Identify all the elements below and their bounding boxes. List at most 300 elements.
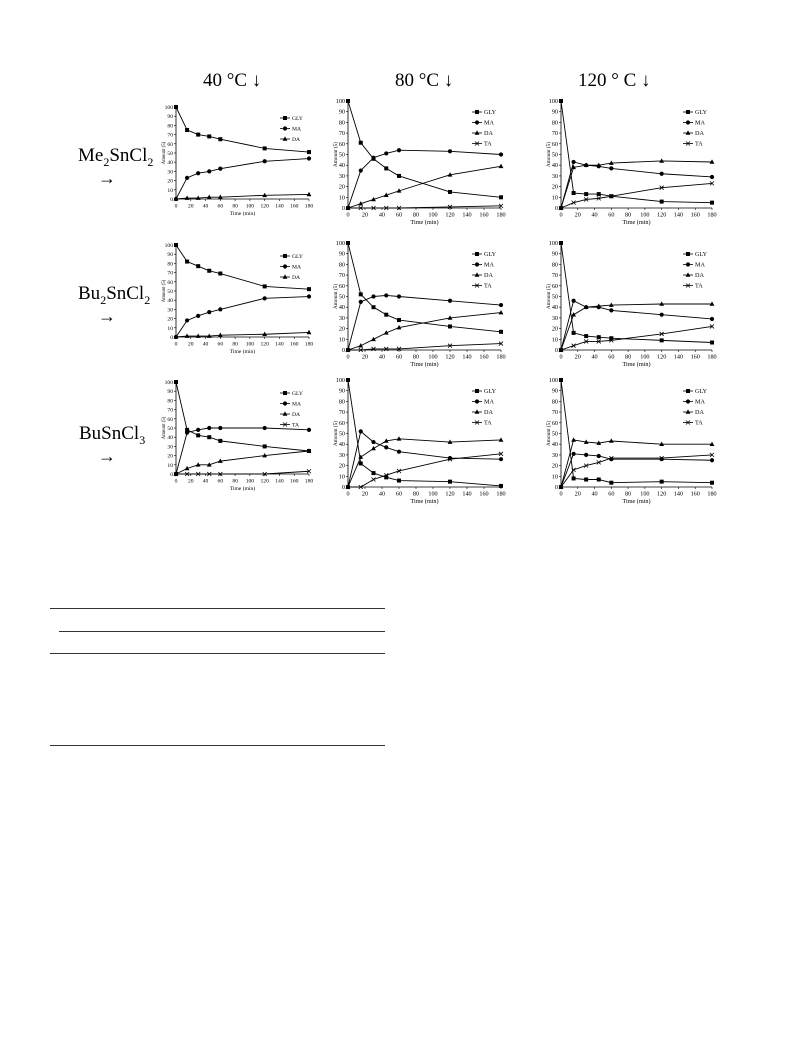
x-axis-label: Time (min) <box>410 498 439 505</box>
legend-marker <box>686 399 690 403</box>
legend-marker <box>686 272 691 276</box>
data-point-ma <box>499 303 503 307</box>
x-tick-label: 60 <box>608 353 615 361</box>
series-line-ma <box>176 297 309 337</box>
data-point-gly <box>346 241 350 245</box>
y-tick-label: 50 <box>338 151 345 159</box>
data-point-ma <box>384 293 388 297</box>
x-axis-label: Time (min) <box>622 498 651 505</box>
y-tick-label: 70 <box>551 130 558 138</box>
series-ta <box>559 453 714 489</box>
data-point-ma <box>359 168 363 172</box>
x-tick-label: 80 <box>625 211 632 219</box>
x-axis-label: Time (min) <box>622 219 651 226</box>
row-label-busncl3: BuSnCl$_3$ <box>79 423 146 447</box>
data-point-ma <box>571 160 575 164</box>
x-tick-label: 100 <box>428 490 438 498</box>
x-tick-label: 20 <box>361 211 369 219</box>
legend-marker <box>283 254 287 258</box>
x-tick-label: 180 <box>304 203 314 210</box>
series-line-gly <box>176 107 309 152</box>
data-point-gly <box>584 334 588 338</box>
data-point-da <box>307 330 312 334</box>
x-tick-label: 180 <box>496 353 506 361</box>
y-tick-label: 40 <box>167 435 173 442</box>
data-point-gly <box>499 195 503 199</box>
data-point-gly <box>372 471 376 475</box>
series-gly <box>559 241 714 345</box>
x-tick-label: 80 <box>232 478 238 485</box>
x-tick-label: 180 <box>496 490 506 498</box>
data-point-da <box>571 312 576 316</box>
series-line-ma <box>176 159 309 199</box>
data-point-ma <box>710 317 714 321</box>
x-tick-label: 180 <box>707 490 717 498</box>
data-point-gly <box>660 480 664 484</box>
y-tick-label: 50 <box>167 426 173 432</box>
x-tick-label: 100 <box>428 353 438 361</box>
data-point-ma <box>710 458 714 462</box>
x-tick-label: 80 <box>412 353 420 361</box>
series-ta <box>559 181 714 210</box>
x-tick-label: 140 <box>275 478 284 485</box>
x-tick-label: 80 <box>412 211 420 219</box>
y-tick-label: 10 <box>167 187 173 194</box>
x-tick-label: 160 <box>290 478 299 485</box>
series-ma <box>346 429 503 489</box>
x-axis-label: Time (min) <box>410 361 439 368</box>
x-tick-label: 80 <box>232 203 238 210</box>
x-tick-label: 0 <box>346 211 350 219</box>
x-tick-label: 160 <box>479 353 489 361</box>
x-tick-label: 20 <box>361 490 369 498</box>
data-point-gly <box>660 338 664 342</box>
legend-label: DA <box>695 130 704 137</box>
legend-marker <box>283 411 288 415</box>
data-point-gly <box>448 324 452 328</box>
chart-bu2sncl2-80c <box>335 238 515 373</box>
x-tick-label: 20 <box>187 478 194 485</box>
data-point-ma <box>263 296 267 300</box>
y-tick-label: 40 <box>338 304 345 312</box>
data-point-ma <box>307 156 311 160</box>
legend-label: TA <box>484 140 492 148</box>
chart-me2sncl2-120c <box>548 96 726 231</box>
series-line-da <box>176 451 309 474</box>
legend-label: GLY <box>484 251 497 258</box>
data-point-ma <box>185 176 189 180</box>
data-point-gly <box>597 478 601 482</box>
y-tick-label: 0 <box>341 205 345 212</box>
x-tick-label: 100 <box>640 211 650 219</box>
x-tick-label: 40 <box>591 490 598 498</box>
data-point-ma <box>359 300 363 304</box>
data-point-gly <box>559 99 563 103</box>
legend-label: GLY <box>484 388 497 395</box>
data-point-da <box>397 436 402 440</box>
legend-label: GLY <box>292 254 303 260</box>
legend-label: MA <box>484 398 494 406</box>
x-axis-label: Time (min) <box>410 219 439 226</box>
x-tick-label: 20 <box>574 353 581 361</box>
y-tick-label: 70 <box>167 270 173 277</box>
y-tick-label: 30 <box>338 314 345 322</box>
data-point-gly <box>597 192 601 196</box>
series-gly <box>174 243 311 291</box>
data-point-gly <box>263 146 267 150</box>
data-point-gly <box>572 476 576 480</box>
y-axis-label: Amount (5) <box>546 283 552 310</box>
data-point-gly <box>218 137 222 141</box>
x-tick-label: 0 <box>174 341 178 348</box>
series-line-da <box>561 304 712 350</box>
y-axis-label: Amount (5) <box>333 420 339 447</box>
x-axis-label: Time (min) <box>229 486 256 492</box>
data-point-ma <box>207 426 211 430</box>
series-line-gly <box>176 245 309 289</box>
series-da <box>559 301 715 351</box>
series-line-da <box>561 440 712 487</box>
y-tick-label: 100 <box>164 243 173 249</box>
y-tick-label: 70 <box>338 272 345 280</box>
legend-label: GLY <box>484 109 497 116</box>
chart-bu2sncl2-120c <box>548 238 726 373</box>
data-point-ma <box>660 172 664 176</box>
x-tick-label: 20 <box>187 203 194 210</box>
series-line-da <box>348 166 501 208</box>
y-tick-label: 70 <box>167 132 173 139</box>
x-tick-label: 100 <box>245 341 255 348</box>
data-point-gly <box>207 134 211 138</box>
y-tick-label: 40 <box>551 304 558 312</box>
y-tick-label: 20 <box>167 453 173 460</box>
y-tick-label: 60 <box>338 282 345 290</box>
y-axis-label: Amount (5) <box>546 420 552 447</box>
x-tick-label: 140 <box>462 490 472 498</box>
data-point-gly <box>196 264 200 268</box>
data-point-gly <box>499 484 503 488</box>
data-point-gly <box>174 380 178 384</box>
data-point-ma <box>185 431 189 435</box>
chart-busncl3-40c <box>163 377 323 497</box>
x-tick-label: 100 <box>640 490 650 498</box>
y-tick-label: 80 <box>167 398 173 405</box>
x-tick-label: 60 <box>217 341 224 348</box>
legend-label: TA <box>484 282 492 290</box>
x-tick-label: 100 <box>640 353 650 361</box>
y-tick-label: 20 <box>338 325 345 333</box>
y-tick-label: 100 <box>548 98 558 105</box>
y-tick-label: 0 <box>554 347 558 354</box>
y-tick-label: 80 <box>551 119 558 127</box>
x-axis-label: Time (min) <box>622 361 651 368</box>
data-point-da <box>609 438 614 442</box>
y-tick-label: 20 <box>338 462 345 470</box>
legend-label: GLY <box>292 116 303 122</box>
series-gly <box>174 105 311 154</box>
data-point-ma <box>660 313 664 317</box>
y-tick-label: 80 <box>551 261 558 269</box>
y-tick-label: 20 <box>167 178 173 185</box>
x-tick-label: 60 <box>608 490 615 498</box>
series-line-gly <box>348 380 501 486</box>
y-tick-label: 80 <box>551 398 558 406</box>
y-tick-label: 60 <box>167 279 173 286</box>
y-tick-label: 90 <box>167 114 173 121</box>
y-tick-label: 30 <box>338 451 345 459</box>
data-point-gly <box>346 378 350 382</box>
y-tick-label: 100 <box>548 377 558 384</box>
series-line-ta <box>561 326 712 350</box>
y-tick-label: 50 <box>167 151 173 157</box>
data-point-gly <box>499 330 503 334</box>
y-axis-label: Amount (5) <box>333 141 339 168</box>
data-point-gly <box>346 99 350 103</box>
data-point-gly <box>660 200 664 204</box>
series-da <box>174 448 312 475</box>
data-point-ma <box>371 440 375 444</box>
row-label-bu2sncl2: $Bu_2SnCl_2$ <box>78 283 151 307</box>
legend-label: DA <box>292 412 301 418</box>
data-point-gly <box>584 192 588 196</box>
row-arrow-2: → <box>98 306 116 326</box>
legend-marker <box>475 120 479 124</box>
x-tick-label: 160 <box>290 203 299 210</box>
data-point-ma <box>196 314 200 318</box>
y-tick-label: 90 <box>167 389 173 396</box>
x-tick-label: 20 <box>574 490 581 498</box>
y-tick-label: 40 <box>338 441 345 449</box>
y-tick-label: 100 <box>164 105 173 111</box>
legend-label: TA <box>695 140 703 148</box>
y-tick-label: 90 <box>551 108 558 116</box>
data-point-ma <box>609 166 613 170</box>
data-point-ma <box>448 299 452 303</box>
x-tick-label: 0 <box>559 490 563 498</box>
y-tick-label: 10 <box>338 336 345 344</box>
legend-label: MA <box>292 264 302 271</box>
data-point-ma <box>397 450 401 454</box>
data-point-gly <box>397 174 401 178</box>
x-tick-label: 120 <box>657 490 667 498</box>
legend-label: DA <box>292 275 301 281</box>
y-tick-label: 30 <box>167 169 173 176</box>
y-tick-label: 0 <box>170 335 173 341</box>
series-da <box>174 192 312 201</box>
row-arrow-3: → <box>98 446 116 466</box>
y-tick-label: 60 <box>551 282 558 290</box>
x-tick-label: 20 <box>187 341 194 348</box>
x-tick-label: 100 <box>245 478 255 485</box>
data-point-ma <box>584 453 588 457</box>
y-tick-label: 100 <box>335 98 345 105</box>
data-point-ma <box>371 294 375 298</box>
data-point-gly <box>207 269 211 273</box>
y-tick-label: 30 <box>167 444 173 451</box>
x-tick-label: 60 <box>608 211 615 219</box>
x-tick-label: 60 <box>395 490 403 498</box>
series-line-gly <box>561 380 712 483</box>
data-point-gly <box>174 105 178 109</box>
x-tick-label: 100 <box>245 203 255 210</box>
series-line-ma <box>348 150 501 208</box>
data-point-ma <box>571 452 575 456</box>
series-ma <box>559 299 714 352</box>
data-point-gly <box>359 461 363 465</box>
data-point-ma <box>263 426 267 430</box>
legend-label: TA <box>484 419 492 427</box>
data-point-ma <box>371 156 375 160</box>
chart-bu2sncl2-40c <box>163 240 323 360</box>
chart-busncl3-120c <box>548 375 726 510</box>
legend-marker <box>686 409 691 413</box>
legend-label: MA <box>484 261 494 269</box>
x-tick-label: 120 <box>260 478 269 485</box>
y-tick-label: 90 <box>551 387 558 395</box>
y-axis-label: Amount (5) <box>162 141 167 165</box>
y-tick-label: 10 <box>551 194 558 202</box>
data-point-ma <box>384 445 388 449</box>
data-point-ma <box>207 310 211 314</box>
legend-label: MA <box>292 401 302 408</box>
y-tick-label: 0 <box>170 472 173 478</box>
y-tick-label: 10 <box>167 325 173 332</box>
series-gly <box>559 378 714 485</box>
data-point-ma <box>196 171 200 175</box>
y-tick-label: 50 <box>167 289 173 295</box>
x-tick-label: 20 <box>361 353 369 361</box>
legend-label: DA <box>695 272 704 279</box>
y-tick-label: 50 <box>551 151 558 159</box>
data-point-gly <box>397 318 401 322</box>
series-ma <box>559 452 714 489</box>
y-tick-label: 40 <box>338 162 345 170</box>
data-point-gly <box>384 166 388 170</box>
x-tick-label: 0 <box>174 478 178 485</box>
y-tick-label: 80 <box>338 261 345 269</box>
y-tick-label: 40 <box>551 162 558 170</box>
data-point-gly <box>185 128 189 132</box>
y-tick-label: 90 <box>338 108 345 116</box>
y-tick-label: 100 <box>335 377 345 384</box>
series-line-gly <box>348 243 501 332</box>
series-gly <box>174 380 311 453</box>
x-tick-label: 160 <box>290 341 299 348</box>
x-tick-label: 80 <box>625 490 632 498</box>
data-point-gly <box>307 287 311 291</box>
data-point-ma <box>307 428 311 432</box>
x-tick-label: 120 <box>260 203 269 210</box>
x-tick-label: 80 <box>625 353 632 361</box>
y-tick-label: 10 <box>167 462 173 469</box>
series-line-gly <box>561 101 712 203</box>
y-tick-label: 20 <box>551 183 558 191</box>
data-point-ma <box>359 429 363 433</box>
data-point-ma <box>609 308 613 312</box>
x-tick-label: 120 <box>445 490 455 498</box>
legend-marker <box>283 116 287 120</box>
legend-marker <box>475 252 479 256</box>
series-ta <box>346 204 503 210</box>
x-axis-label: Time (min) <box>229 211 256 217</box>
data-point-da <box>571 437 576 441</box>
x-tick-label: 160 <box>479 490 489 498</box>
x-tick-label: 180 <box>304 478 314 485</box>
y-tick-label: 40 <box>167 298 173 305</box>
data-point-gly <box>384 313 388 317</box>
data-point-ma <box>196 428 200 432</box>
legend-label: TA <box>695 419 703 427</box>
x-tick-label: 120 <box>260 341 269 348</box>
series-ta <box>559 324 714 352</box>
data-point-gly <box>397 479 401 483</box>
x-tick-label: 80 <box>232 341 238 348</box>
legend-label: MA <box>695 398 705 406</box>
legend-label: MA <box>695 261 705 269</box>
y-axis-label: Amount (5) <box>162 416 167 440</box>
data-point-da <box>499 310 504 314</box>
x-tick-label: 140 <box>673 490 684 498</box>
data-point-ma <box>597 454 601 458</box>
data-point-gly <box>359 292 363 296</box>
data-point-gly <box>609 481 613 485</box>
x-tick-label: 120 <box>445 211 455 219</box>
series-da <box>174 330 312 339</box>
y-tick-label: 80 <box>338 398 345 406</box>
x-tick-label: 40 <box>202 341 209 348</box>
series-line-da <box>176 194 309 199</box>
data-point-gly <box>174 243 178 247</box>
y-tick-label: 30 <box>167 307 173 314</box>
data-point-ma <box>263 159 267 163</box>
x-tick-label: 160 <box>690 490 700 498</box>
data-point-ma <box>218 426 222 430</box>
chart-busncl3-80c <box>335 375 515 510</box>
x-tick-label: 120 <box>657 353 667 361</box>
x-tick-label: 180 <box>304 341 314 348</box>
x-tick-label: 40 <box>591 211 598 219</box>
y-tick-label: 80 <box>167 261 173 268</box>
series-gly <box>346 241 503 334</box>
y-tick-label: 70 <box>338 130 345 138</box>
y-tick-label: 40 <box>167 160 173 167</box>
x-tick-label: 0 <box>559 211 563 219</box>
x-tick-label: 0 <box>174 203 178 210</box>
legend-marker <box>283 391 287 395</box>
data-point-gly <box>207 435 211 439</box>
y-tick-label: 20 <box>551 325 558 333</box>
data-point-gly <box>359 141 363 145</box>
legend-label: DA <box>292 137 301 143</box>
series-line-ta <box>348 344 501 350</box>
data-point-ma <box>397 148 401 152</box>
x-tick-label: 160 <box>690 353 700 361</box>
data-point-gly <box>597 335 601 339</box>
x-tick-label: 40 <box>378 211 386 219</box>
chart-me2sncl2-40c <box>163 102 323 222</box>
data-point-gly <box>609 336 613 340</box>
data-point-gly <box>263 444 267 448</box>
y-tick-label: 60 <box>167 141 173 148</box>
legend-label: DA <box>484 130 493 137</box>
data-point-gly <box>559 241 563 245</box>
legend-marker <box>475 272 480 276</box>
y-tick-label: 10 <box>551 473 558 481</box>
y-tick-label: 60 <box>551 419 558 427</box>
data-point-gly <box>218 439 222 443</box>
y-tick-label: 20 <box>551 462 558 470</box>
data-point-gly <box>572 191 576 195</box>
